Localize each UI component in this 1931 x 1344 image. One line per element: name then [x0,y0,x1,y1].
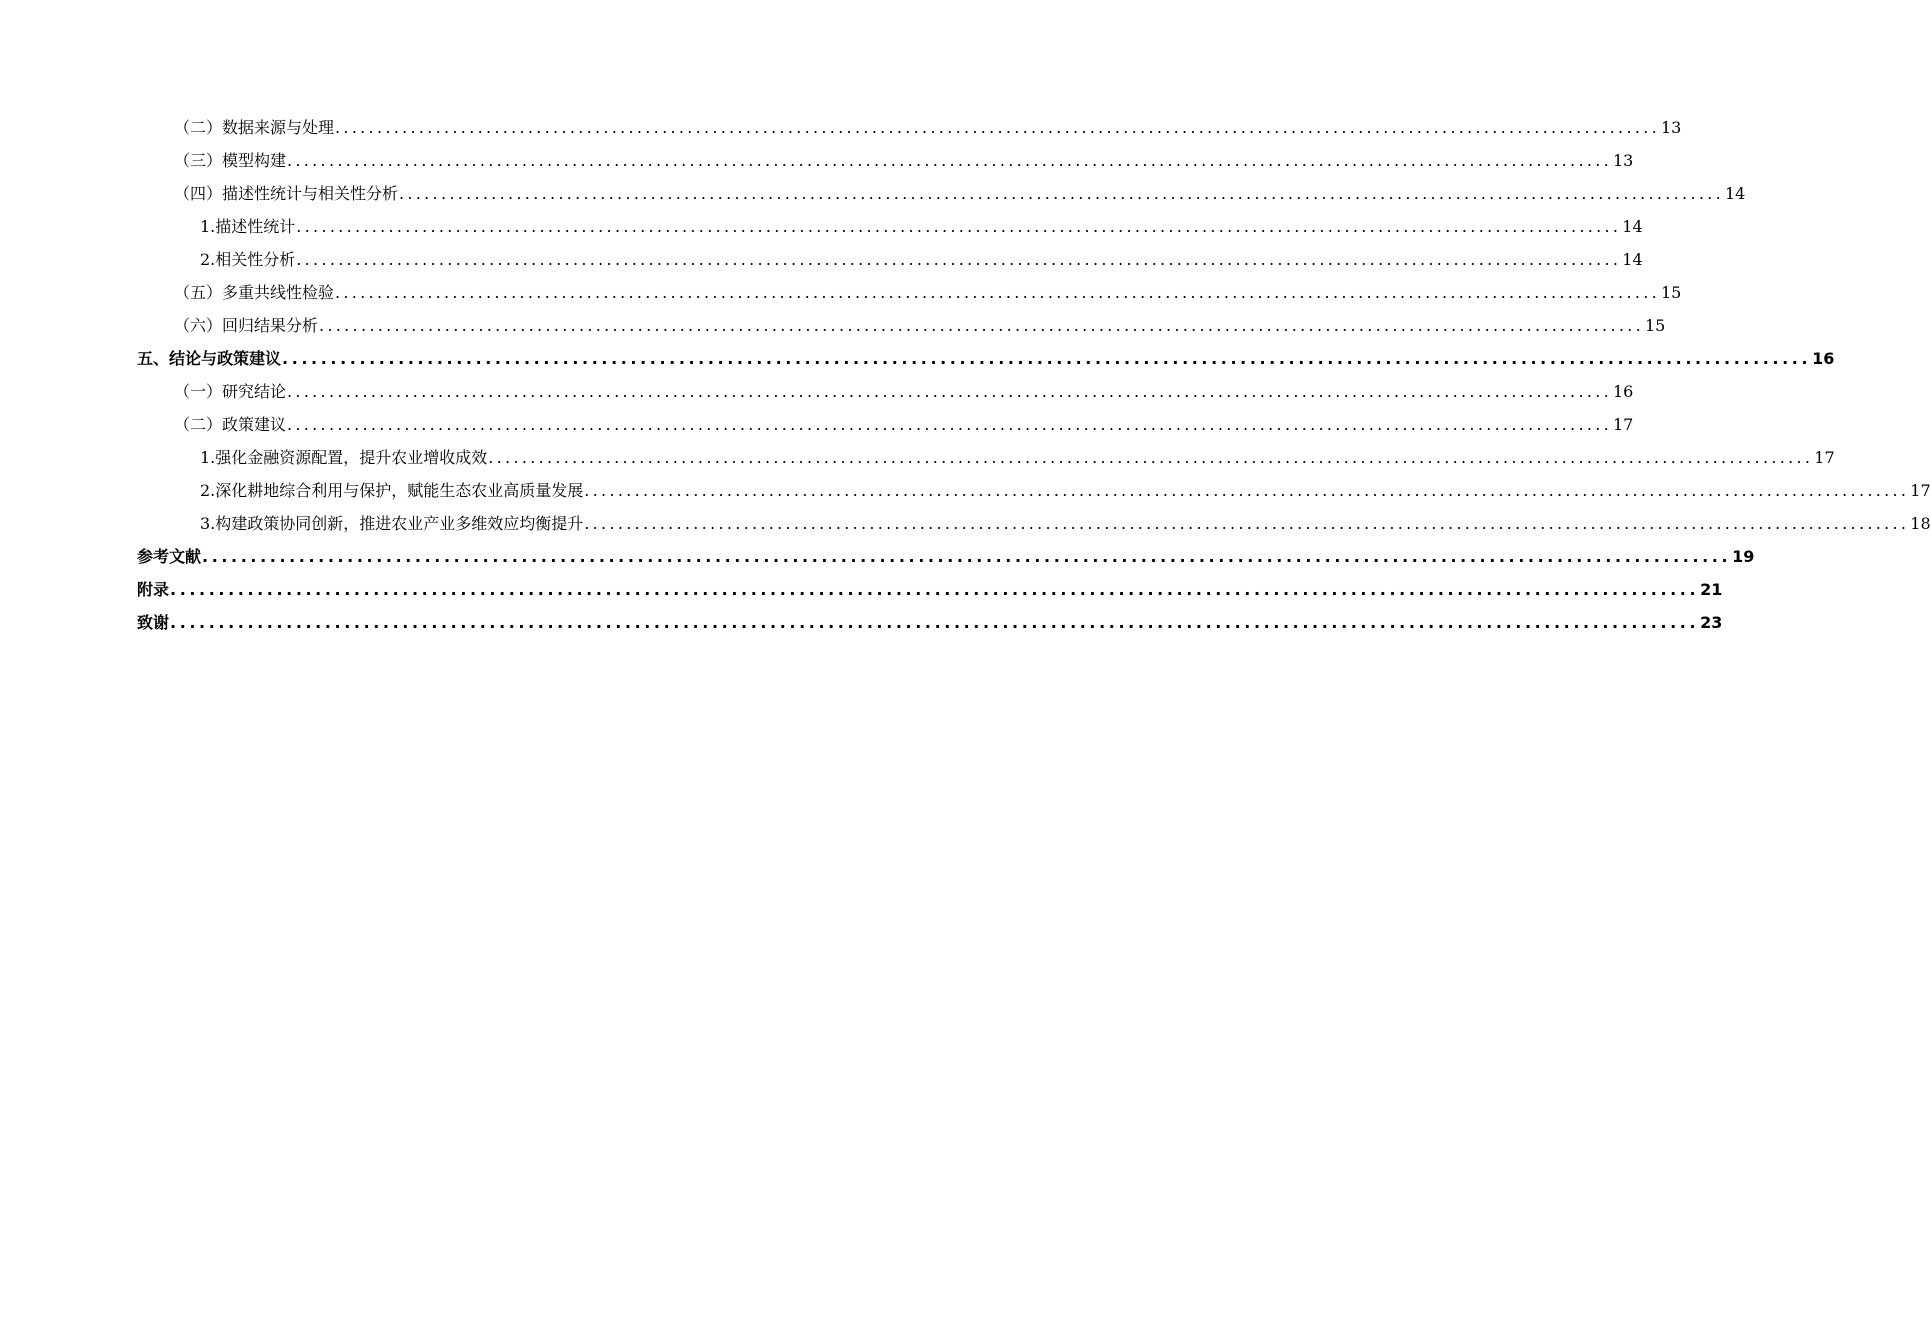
toc-page-number: 15 [1661,283,1682,302]
toc-page-number: 17 [1613,415,1634,434]
toc-entry-title: 致谢 [137,613,170,632]
toc-page-number: 18 [1910,514,1931,533]
toc-entry-title: 1.描述性统计 [200,217,296,236]
toc-page-number: 21 [1700,580,1723,599]
toc-entry[interactable] [137,606,1723,639]
toc-dot-leader: .............................................................................................................................................................. [202,547,1732,566]
toc-entry[interactable] [174,276,1682,309]
toc-page-number: 23 [1700,613,1723,632]
toc-dot-leader: .............................................................................................................................................................. [319,316,1644,335]
toc-entry-title: （四）描述性统计与相关性分析 [174,184,399,203]
toc-dot-leader: .............................................................................................................................................................. [296,217,1622,236]
toc-entry[interactable] [200,474,1931,507]
toc-entry-title: （一）研究结论 [174,382,287,401]
toc-entry[interactable] [174,111,1682,144]
toc-dot-leader: .............................................................................................................................................................. [488,448,1814,467]
toc-dot-leader: .............................................................................................................................................................. [584,481,1910,500]
toc-entry[interactable] [174,408,1634,441]
toc-entry-title: 2.深化耕地综合利用与保护，赋能生态农业高质量发展 [200,481,584,500]
toc-entry[interactable] [200,441,1835,474]
toc-entry-title: 附录 [137,580,170,599]
toc-page-number: 19 [1732,547,1755,566]
toc-page-number: 13 [1613,151,1634,170]
toc-entry-title: 参考文献 [137,547,202,566]
toc-dot-leader: .............................................................................................................................................................. [287,151,1612,170]
toc-page-number: 14 [1622,250,1643,269]
toc-entry-title: 五、结论与政策建议 [137,349,282,368]
toc-page-number: 17 [1814,448,1835,467]
toc-entry[interactable] [137,540,1755,573]
toc-dot-leader: .............................................................................................................................................................. [170,613,1700,632]
toc-dot-leader: .............................................................................................................................................................. [287,382,1612,401]
toc-dot-leader: .............................................................................................................................................................. [287,415,1612,434]
toc-entry[interactable] [137,573,1723,606]
toc-entry-title: （五）多重共线性检验 [174,283,335,302]
toc-entry-title: 2.相关性分析 [200,250,296,269]
toc-entry[interactable] [174,177,1746,210]
toc-page-number: 16 [1613,382,1634,401]
toc-entry-title: （二）政策建议 [174,415,287,434]
toc-entry-title: （三）模型构建 [174,151,287,170]
toc-entry[interactable] [174,144,1634,177]
toc-entry-title: 1.强化金融资源配置，提升农业增收成效 [200,448,488,467]
toc-dot-leader: .............................................................................................................................................................. [584,514,1910,533]
toc-page-number: 17 [1910,481,1931,500]
toc-entry-title: （二）数据来源与处理 [174,118,335,137]
toc-entry[interactable] [174,309,1666,342]
toc-dot-leader: .............................................................................................................................................................. [335,283,1660,302]
toc-page-number: 13 [1661,118,1682,137]
toc-dot-leader: .............................................................................................................................................................. [296,250,1622,269]
toc-dot-leader: .............................................................................................................................................................. [399,184,1724,203]
toc-page-number: 16 [1812,349,1835,368]
toc-dot-leader: .............................................................................................................................................................. [282,349,1812,368]
toc-entry[interactable] [200,210,1643,243]
toc-page-number: 14 [1725,184,1746,203]
toc-entry[interactable] [174,375,1634,408]
toc-entry-title: （六）回归结果分析 [174,316,319,335]
toc-entry-title: 3.构建政策协同创新，推进农业产业多维效应均衡提升 [200,514,584,533]
toc-dot-leader: .............................................................................................................................................................. [170,580,1700,599]
toc-page-number: 14 [1622,217,1643,236]
toc-page-number: 15 [1645,316,1666,335]
toc-entry[interactable] [200,507,1931,540]
toc-entry[interactable] [137,342,1835,375]
toc-entry[interactable] [200,243,1643,276]
toc-dot-leader: .............................................................................................................................................................. [335,118,1660,137]
